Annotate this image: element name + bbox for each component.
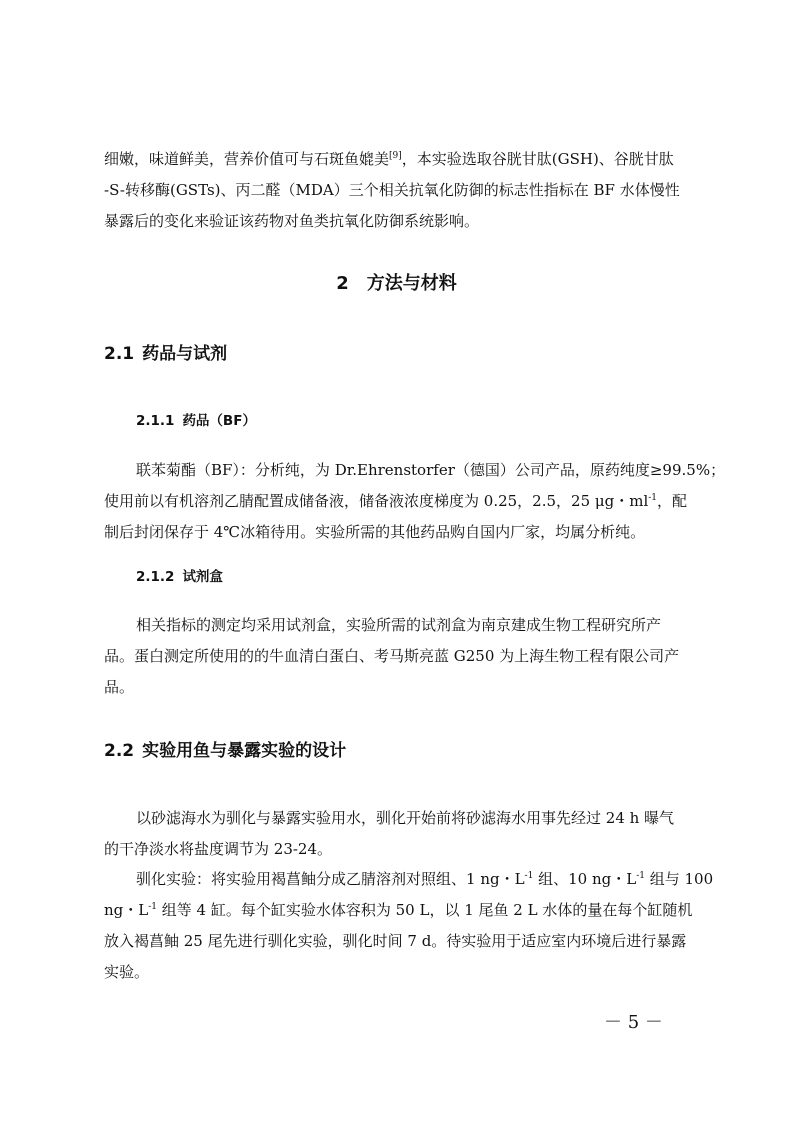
- text-line: 驯化实验：将实验用褐菖鲉分成乙腈溶剂对照组、1 ng・$L^{-1}$ 组、10 ng・$L^{-1}$ 组与 100: [136, 870, 714, 888]
- text-line: -S-转移酶(GSTs)、丙二醛（MDA）三个相关抗氧化防御的标志性指标在 BF 水体慢性: [104, 181, 680, 199]
- section-heading-2-1: 2.1 药品与试剂: [104, 344, 228, 364]
- subsection-heading-2-1-1: 2.1.1 药品（BF）: [136, 413, 256, 429]
- paragraph-acclimation: [104, 864, 714, 988]
- paragraph-drug: [104, 455, 726, 548]
- page-number: － 5 －: [604, 1012, 663, 1033]
- subsection-heading-2-1-2: 2.1.2 试剂盒: [136, 569, 223, 585]
- paragraph-kit: [104, 610, 688, 703]
- text-line: 的干净淡水将盐度调节为 23-24。: [104, 840, 333, 858]
- text-line: 联苯菊酯（BF）：分析纯，为 Dr.Ehrenstorfer（德国）公司产品，原药纯度≥99.5%；: [136, 461, 726, 479]
- section-heading-2-2: 2.2 实验用鱼与暴露实验的设计: [104, 741, 347, 761]
- citation-ref: [9]: [389, 151, 402, 161]
- text-line: 以砂滤海水为驯化与暴露实验用水，驯化开始前将砂滤海水用事先经过 24 h 曝气: [136, 809, 675, 827]
- text-line: 相关指标的测定均采用试剂盒，实验所需的试剂盒为南京建成生物工程研究所产: [136, 616, 662, 634]
- chapter-number: 2: [336, 273, 349, 294]
- text-line: 品。蛋白测定所使用的的牛血清白蛋白、考马斯亮蓝 G250 为上海生物工程有限公司产: [104, 647, 680, 665]
- chapter-title: 方法与材料: [366, 273, 457, 294]
- text-line: 暴露后的变化来验证该药物对鱼类抗氧化防御系统影响。: [104, 212, 480, 230]
- intro-paragraph: [104, 144, 688, 237]
- text-line: 细嫩，味道鲜美，营养价值可与石斑鱼媲美[9]，本实验选取谷胱甘肽(GSH)、谷胱甘肽: [104, 150, 674, 168]
- text-line: 放入褐菖鲉 25 尾先进行驯化实验，驯化时间 7 d。待实验用于适应室内环境后进行暴露: [104, 932, 687, 950]
- text-line: 制后封闭保存于 4℃冰箱待用。实验所需的其他药品购自国内厂家，均属分析纯。: [104, 523, 646, 541]
- paragraph-water: [104, 803, 688, 865]
- text-line: 实验。: [104, 963, 150, 981]
- text-line: 品。: [104, 678, 135, 696]
- text-line: ng・$L^{-1}$ 组等 4 缸。每个缸实验水体容积为 50 L，以 1 尾鱼 2 L 水体的量在每个缸随机: [104, 901, 693, 919]
- text-line: 使用前以有机溶剂乙腈配置成储备液，储备液浓度梯度为 0.25，2.5，25 μg・$ml^{-1}$，配: [104, 492, 688, 510]
- chapter-heading: [0, 270, 793, 298]
